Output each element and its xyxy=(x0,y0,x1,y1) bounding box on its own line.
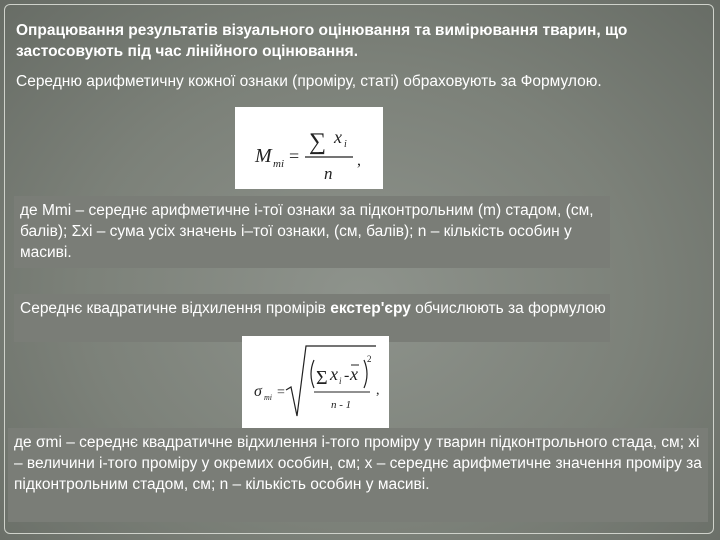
sd-minus: - xyxy=(344,367,350,384)
sd-sum: Σ xyxy=(316,367,328,389)
sd-x: x xyxy=(350,364,358,384)
mean-def-box xyxy=(14,196,610,268)
mean-var: x xyxy=(334,127,342,147)
sd-eq: = xyxy=(277,385,285,400)
sd-lhs-sub: mi xyxy=(264,393,272,402)
sd-def-box xyxy=(8,428,708,522)
formula-sd xyxy=(242,336,389,428)
sd-xi-sub: i xyxy=(339,376,342,386)
mean-var-sub: i xyxy=(344,139,347,150)
sd-power: 2 xyxy=(367,354,372,364)
mean-eq: = xyxy=(289,146,300,166)
sd-den: n - 1 xyxy=(331,399,352,411)
mean-lhs: M xyxy=(255,145,272,167)
mean-definition: де Mmi – середнє арифметичне i-тої ознаки за підконтрольним (m) стадом, (см, балів); Σxi – сума усіх значень i–тої ознаки, (см, балів); n – кількість особин у масиві. xyxy=(20,202,594,261)
mean-lhs-sub: mi xyxy=(273,158,284,170)
mean-sum: ∑ xyxy=(309,129,327,155)
sd-tail: , xyxy=(376,383,380,398)
mean-tail: , xyxy=(357,152,361,169)
sd-xi: x xyxy=(330,364,338,384)
sd-lhs: σ xyxy=(254,383,262,400)
sd-intro: Середнє квадратичне відхилення промірів екстер'єру обчислюють за формулою xyxy=(20,300,606,317)
sd-intro-box xyxy=(14,294,610,342)
heading-intro: Середню арифметичну кожної ознаки (проміру, статі) обраховують за Формулою. xyxy=(16,73,602,90)
heading-title: Опрацювання результатів візуального оцінювання та вимірювання тварин, що застосовують під час лінійного оцінювання. xyxy=(16,22,628,60)
sd-definition: де σmi – середнє квадратичне відхилення i-того проміру у тварин підконтрольного стада, см; xi – величини i-того проміру у окремих особин, см; x – середнє арифметичне значення проміру за підконтрольним стадом, см; n – кількість особин у масиві. xyxy=(14,434,702,493)
formula-mean xyxy=(235,107,383,189)
sd-intro-bold: екстер'єру xyxy=(330,300,411,317)
mean-den: n xyxy=(324,164,333,183)
